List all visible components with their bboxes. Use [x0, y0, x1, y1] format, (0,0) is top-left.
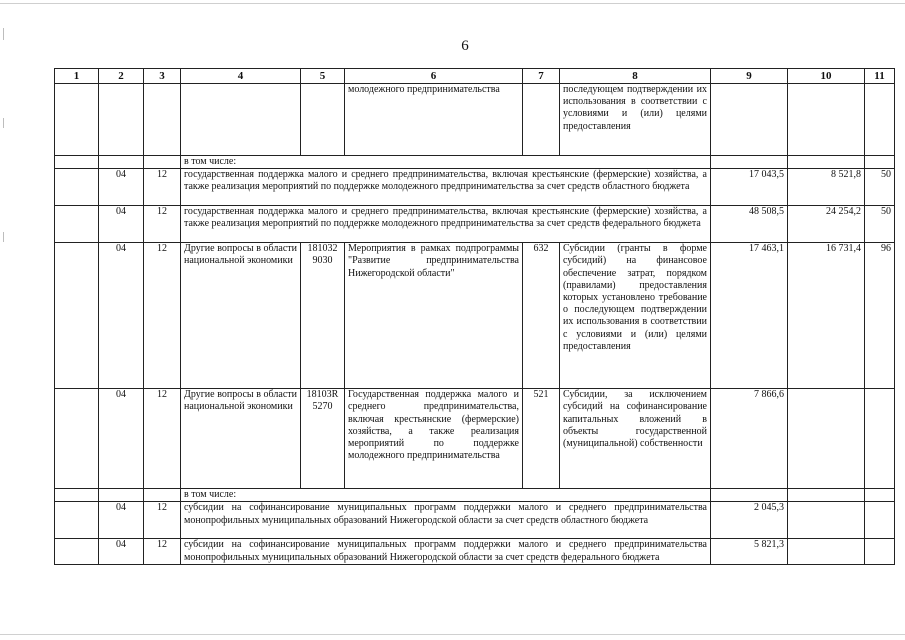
- subsection-code: 12: [144, 502, 181, 539]
- left-margin-mark: [3, 232, 4, 242]
- header-cell: 5: [301, 69, 345, 84]
- amount-planned: 17 463,1: [711, 243, 788, 389]
- section-name-cell: Другие вопросы в области национальной экономики: [181, 243, 301, 389]
- subsection-code: 12: [144, 389, 181, 489]
- amount-planned: 2 045,3: [711, 502, 788, 539]
- header-cell: 4: [181, 69, 301, 84]
- section-name-cell: Другие вопросы в области национальной экономики: [181, 389, 301, 489]
- amount-planned: 17 043,5: [711, 169, 788, 206]
- subsection-code: 12: [144, 206, 181, 243]
- header-cell: 3: [144, 69, 181, 84]
- table-row: [55, 489, 895, 502]
- table-row: [55, 156, 895, 169]
- table-row: [55, 243, 895, 389]
- description-cell: государственная поддержка малого и среднего предпринимательства, включая крестьянские (фермерские) хозяйства, а также реализация мероприятий по поддержке молодежного предпринимательства за счет средств федерального бюджета: [181, 206, 711, 243]
- description-cell: субсидии на софинансирование муниципальных программ поддержки малого и среднего предпринимательства монопрофильных муниципальных образований Нижегородской области за счет средств областного бюджета: [181, 502, 711, 539]
- header-cell: 1: [55, 69, 99, 84]
- header-cell: 9: [711, 69, 788, 84]
- subtotal-label: в том числе:: [181, 489, 711, 502]
- amount-planned: 48 508,5: [711, 206, 788, 243]
- description-cell: государственная поддержка малого и среднего предпринимательства, включая крестьянские (фермерские) хозяйства, а также реализация мероприятий по поддержке молодежного предпринимательства за счет средств областного бюджета: [181, 169, 711, 206]
- bottom-page-rule: [0, 634, 905, 635]
- header-cell: 8: [560, 69, 711, 84]
- table-row: [55, 502, 895, 539]
- subsection-code: 12: [144, 243, 181, 389]
- percent-cell: 96: [865, 243, 895, 389]
- section-code: 04: [99, 243, 144, 389]
- header-cell: 11: [865, 69, 895, 84]
- subtotal-label: в том числе:: [181, 156, 711, 169]
- header-cell: 2: [99, 69, 144, 84]
- percent-cell: 50: [865, 169, 895, 206]
- target-article-code: 181032 9030: [301, 243, 345, 389]
- amount-actual: 16 731,4: [788, 243, 865, 389]
- table-row: [55, 169, 895, 206]
- page-number: 6: [461, 38, 469, 54]
- measure-cell: Мероприятия в рамках подпрограммы "Развитие предпринимательства Нижегородской области": [345, 243, 523, 389]
- section-code: 04: [99, 539, 144, 564]
- table-row: [55, 84, 895, 156]
- table-row: [55, 539, 895, 564]
- section-code: 04: [99, 169, 144, 206]
- section-code: 04: [99, 206, 144, 243]
- section-code: 04: [99, 502, 144, 539]
- expense-type-cell: Субсидии, за исключением субсидий на софинансирование капитальных вложений в объекты государственной (муниципальной) собственности: [560, 389, 711, 489]
- expense-type-cell: Субсидии (гранты в форме субсидий) на финансовое обеспечение затрат, порядком (правилами) предоставления которых установлено требование о последующем подтверждении их использования в соответствии с условиями и (или) целями предоставления: [560, 243, 711, 389]
- header-cell: 6: [345, 69, 523, 84]
- section-code: 04: [99, 389, 144, 489]
- amount-actual: 8 521,8: [788, 169, 865, 206]
- expense-type-code: 521: [523, 389, 560, 489]
- amount-planned: 5 821,3: [711, 539, 788, 564]
- subsection-code: 12: [144, 169, 181, 206]
- budget-table: [54, 68, 895, 565]
- left-margin-mark: [3, 28, 4, 40]
- expense-type-cell: последующем подтверждении их использования в соответствии с условиями и (или) целями предоставления: [560, 84, 711, 156]
- header-cell: 7: [523, 69, 560, 84]
- description-cell: субсидии на софинансирование муниципальных программ поддержки малого и среднего предпринимательства монопрофильных муниципальных образований Нижегородской области за счет средств федерального бюджета: [181, 539, 711, 564]
- table-row: [55, 206, 895, 243]
- table-row: [55, 389, 895, 489]
- measure-cell: молодежного предпринимательства: [345, 84, 523, 156]
- header-cell: 10: [788, 69, 865, 84]
- table-header-row: [55, 69, 895, 84]
- percent-cell: 50: [865, 206, 895, 243]
- amount-planned: 7 866,6: [711, 389, 788, 489]
- left-margin-mark: [3, 118, 4, 128]
- top-page-rule: [0, 3, 905, 4]
- amount-actual: 24 254,2: [788, 206, 865, 243]
- measure-cell: Государственная поддержка малого и среднего предпринимательства, включая крестьянские (фермерские) хозяйства, а также реализация мероприятий по поддержке молодежного предпринимательства: [345, 389, 523, 489]
- expense-type-code: 632: [523, 243, 560, 389]
- target-article-code: 18103R 5270: [301, 389, 345, 489]
- subsection-code: 12: [144, 539, 181, 564]
